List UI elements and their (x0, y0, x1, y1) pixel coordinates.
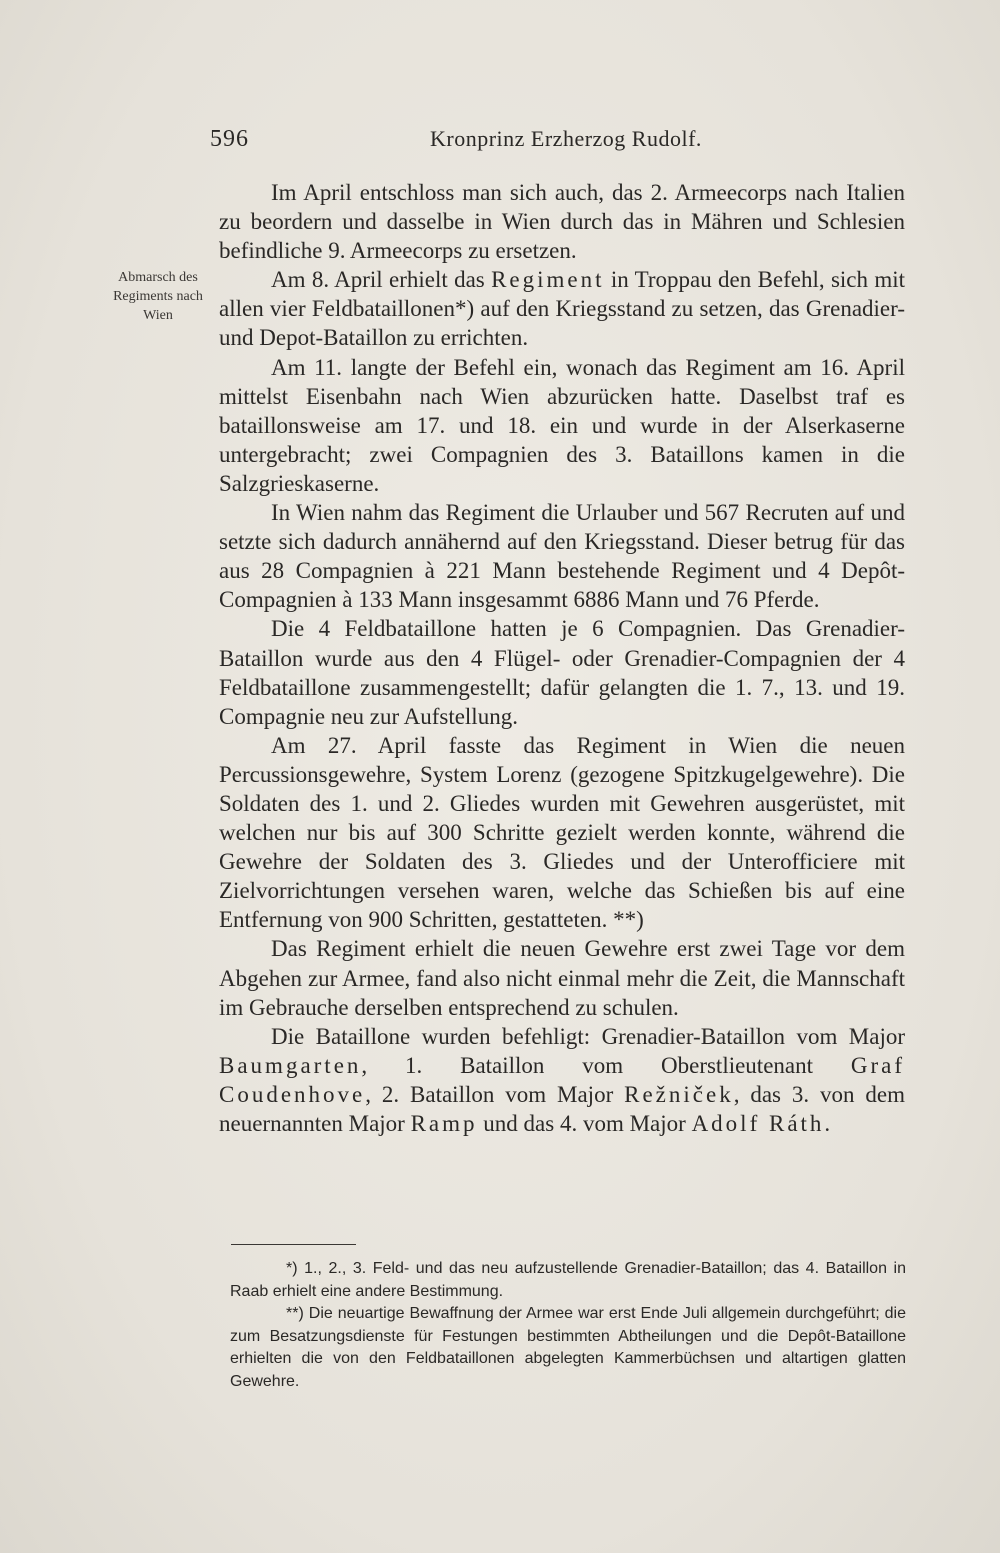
spaced-name: Režniček (624, 1081, 734, 1107)
paragraph-text: Am 27. April fasste das Regiment in Wien die neuen Percussionsgewehre, System Lorenz (gezogene Spitzkugelgewehre). Die Soldaten des 1. und 2. Gliedes wurden mit Gewehren ausgerüstet, mit welchen nur bis auf 300 Schritte gezielt werden konnte, während die Gewehre der Soldaten des 3. Gliedes und der Unterofficiere mit Zielvorrichtungen versehen waren, welche das Schießen bis auf eine Entfernung von 900 Schritten, gestatteten. **) (219, 732, 905, 933)
paragraph (219, 265, 905, 352)
paragraph-text: Die Bataillone wurden befehligt: Grenadier-Bataillon vom Major (271, 1023, 905, 1049)
paragraph (219, 1022, 905, 1138)
paragraph-text: Das Regiment erhielt die neuen Gewehre erst zwei Tage vor dem Abgehen zur Armee, fand also nicht einmal mehr die Zeit, die Mannschaft im Gebrauche derselben entsprechend zu schulen. (219, 936, 905, 1020)
margin-note-line: Wien (143, 308, 173, 323)
body-text (219, 178, 905, 1138)
running-title: Kronprinz Erzherzog Rudolf. (430, 126, 702, 151)
paragraph (219, 498, 905, 614)
paragraph-text: In Wien nahm das Regiment die Urlauber und 567 Recruten auf und setzte sich dadurch annähernd auf den Kriegsstand. Dieser betrug für das aus 28 Compagnien à 221 Mann bestehende Regiment und 4 Depôt-Compagnien à 133 Mann insgesammt 6886 Mann und 76 Pferde. (219, 500, 905, 613)
paragraph-text: Die 4 Feldbataillone hatten je 6 Compagnien. Das Grenadier-Bataillon wurde aus den 4 Flügel- oder Grenadier-Compagnien der 4 Feldbataillone zusammengestellt; dafür gelangten die 1. 7., 13. und 19. Compagnie neu zur Aufstellung. (219, 616, 905, 729)
paragraph (219, 731, 905, 935)
footnote: **) Die neuartige Bewaffnung der Armee war erst Ende Juli allgemein durchgeführt; die zum Besatzungsdienste für Festungen bestimmten Abtheilungen und die Depôt-Bataillone erhielten die von den Feldbataillonen abgelegten Kammerbüchsen und altartigen glatten Gewehre. (230, 1305, 906, 1390)
spaced-name: Baumgarten (219, 1052, 362, 1078)
paragraph-text: , das 3. von dem neuernannten Major (219, 1081, 906, 1136)
spaced-name: Regiment (491, 267, 605, 293)
paragraph-text: . (824, 1111, 831, 1136)
page-header (210, 118, 900, 158)
margin-note (96, 268, 220, 325)
paragraph-text: und das 4. vom Major (477, 1111, 692, 1136)
spaced-name: Graf Coudenhove (219, 1052, 905, 1107)
paragraph (219, 353, 905, 498)
paragraph (219, 614, 905, 730)
paragraph-text: , 2. Bataillon vom Major (365, 1081, 625, 1107)
footnote: *) 1., 2., 3. Feld- und das neu aufzustellende Grenadier-Bataillon; das 4. Bataillon in Raab erhielt eine andere Bestimmung. (230, 1260, 906, 1300)
paragraph-text: Im April entschloss man sich auch, das 2. Armeecorps nach Italien zu beordern und dasselbe in Wien durch das in Mähren und Schlesien befindliche 9. Armeecorps zu ersetzen. (219, 180, 905, 264)
paragraph-text: Am 11. langte der Befehl ein, wonach das Regiment am 16. April mittelst Eisenbahn nach Wien abzurücken hatte. Daselbst traf es bataillonsweise am 17. und 18. ein und wurde in der Alserkaserne untergebracht; zwei Compagnien des 3. Bataillons kamen in die Salzgrieskaserne. (219, 354, 905, 496)
paragraph-text: in Troppau den Befehl, sich mit allen vier Feldbataillonen*) auf den Kriegsstand zu setzen, das Grenadier- und Depot-Bataillon zu errichten. (219, 267, 906, 351)
page-number: 596 (210, 126, 249, 152)
paragraph-text: , 1. Bataillon vom Oberstlieutenant (361, 1052, 851, 1078)
paragraph-text: Am 8. April erhielt das (271, 267, 492, 293)
spaced-name: Adolf Ráth (691, 1111, 825, 1136)
spaced-name: Ramp (410, 1111, 478, 1136)
footnotes (230, 1258, 906, 1394)
footnote-divider (231, 1244, 356, 1245)
paragraph (219, 934, 905, 1021)
margin-note-line: Regiments nach (113, 289, 203, 304)
paragraph (219, 178, 905, 265)
margin-note-line: Abmarsch des (118, 270, 198, 285)
